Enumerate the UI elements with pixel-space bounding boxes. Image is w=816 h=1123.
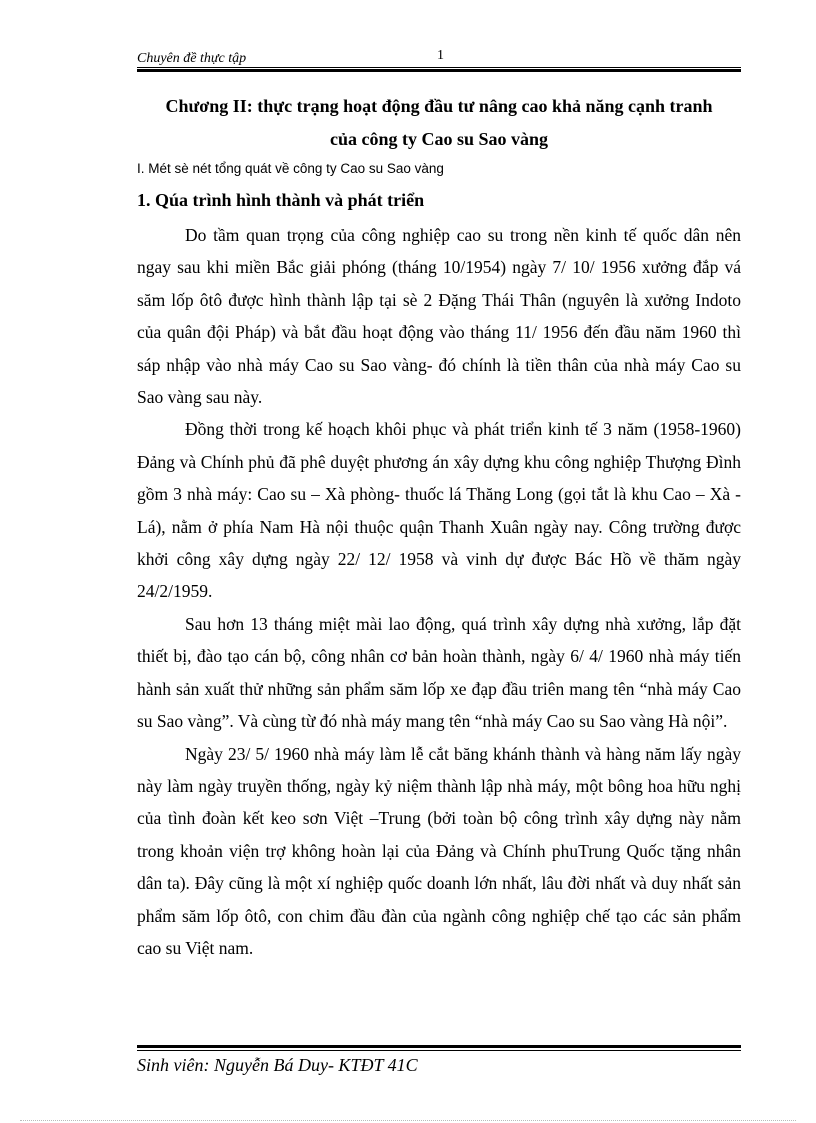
footer-rule-thin	[137, 1050, 741, 1051]
header-rule-thin	[137, 67, 741, 68]
chapter-title-line-2: của công ty Cao su Sao vàng	[329, 129, 549, 149]
footer-rule-thick	[137, 1045, 741, 1048]
chapter-title-line-1: Chương II: thực trạng hoạt động đầu tư nâng cao khả năng cạnh tranh	[165, 96, 713, 116]
paragraph: Sau hơn 13 tháng miệt mài lao động, quá trình xây dựng nhà xưởng, lắp đặt thiết bị, đào tạo cán bộ, công nhân cơ bản hoàn thành, ngày 6/ 4/ 1960 nhà máy tiến hành sản xuất thử những sản phẩm săm lốp xe đạp đầu triên mang tên “nhà máy Cao su Sao vàng”. Và cùng từ đó nhà máy mang tên “nhà máy Cao su Sao vàng Hà nội”.	[137, 613, 741, 732]
paragraph: Do tầm quan trọng của công nghiệp cao su trong nền kinh tế quốc dân nên ngay sau khi miền Bắc giải phóng (tháng 10/1954) ngày 7/ 10/ 1956 xưởng đắp vá săm lốp ôtô được hình thành lập tại sè 2 Đặng Thái Thân (nguyên là xưởng Indoto của quân đội Pháp) và bắt đầu hoạt động vào tháng 11/ 1956 đến đầu năm 1960 thì sáp nhập vào nhà máy Cao su Sao vàng- đó chính là tiền thân của nhà máy Cao su Sao vàng sau này.	[137, 225, 741, 408]
header-rule-thick	[137, 69, 741, 72]
body-text	[137, 219, 741, 964]
page-number: 1	[437, 48, 444, 63]
section-heading: I. Mét sè nét tổng quát về công ty Cao su Sao vàng	[137, 161, 444, 176]
page-footer: Sinh viên: Nguyễn Bá Duy- KTĐT 41C	[137, 1055, 418, 1075]
subsection-heading: 1. Qúa trình hình thành và phát triển	[137, 190, 425, 210]
header-title: Chuyên đề thực tập	[137, 51, 247, 66]
paragraph: Ngày 23/ 5/ 1960 nhà máy làm lễ cắt băng khánh thành và hàng năm lấy ngày này làm ngày truyền thống, ngày kỷ niệm thành lập nhà máy, một bông hoa hữu nghị của tình đoàn kết keo sơn Việt –Trung (bởi toàn bộ công trình xây dựng này nằm trong khoản viện trợ không hoàn lại của Đảng và Chính phuTrung Quốc tặng nhân dân ta). Đây cũng là một xí nghiệp quốc doanh lớn nhất, lâu đời nhất và duy nhất sản phẩm săm lốp ôtô, con chim đầu đàn của ngành công nghiệp chế tạo các sản phẩm cao su Việt nam.	[137, 743, 741, 958]
paragraph: Đồng thời trong kế hoạch khôi phục và phát triển kinh tế 3 năm (1958-1960) Đảng và Chính phủ đã phê duyệt phương án xây dựng khu công nghiệp Thượng Đình gồm 3 nhà máy: Cao su – Xà phòng- thuốc lá Thăng Long (gọi tắt là khu Cao – Xà - Lá), nằm ở phía Nam Hà nội thuộc quận Thanh Xuân ngày nay. Công trường được khởi công xây dựng ngày 22/ 12/ 1958 và vinh dự được Bác Hồ về thăm ngày 24/2/1959.	[137, 419, 741, 602]
page-bottom-dotted-rule	[20, 1120, 796, 1121]
